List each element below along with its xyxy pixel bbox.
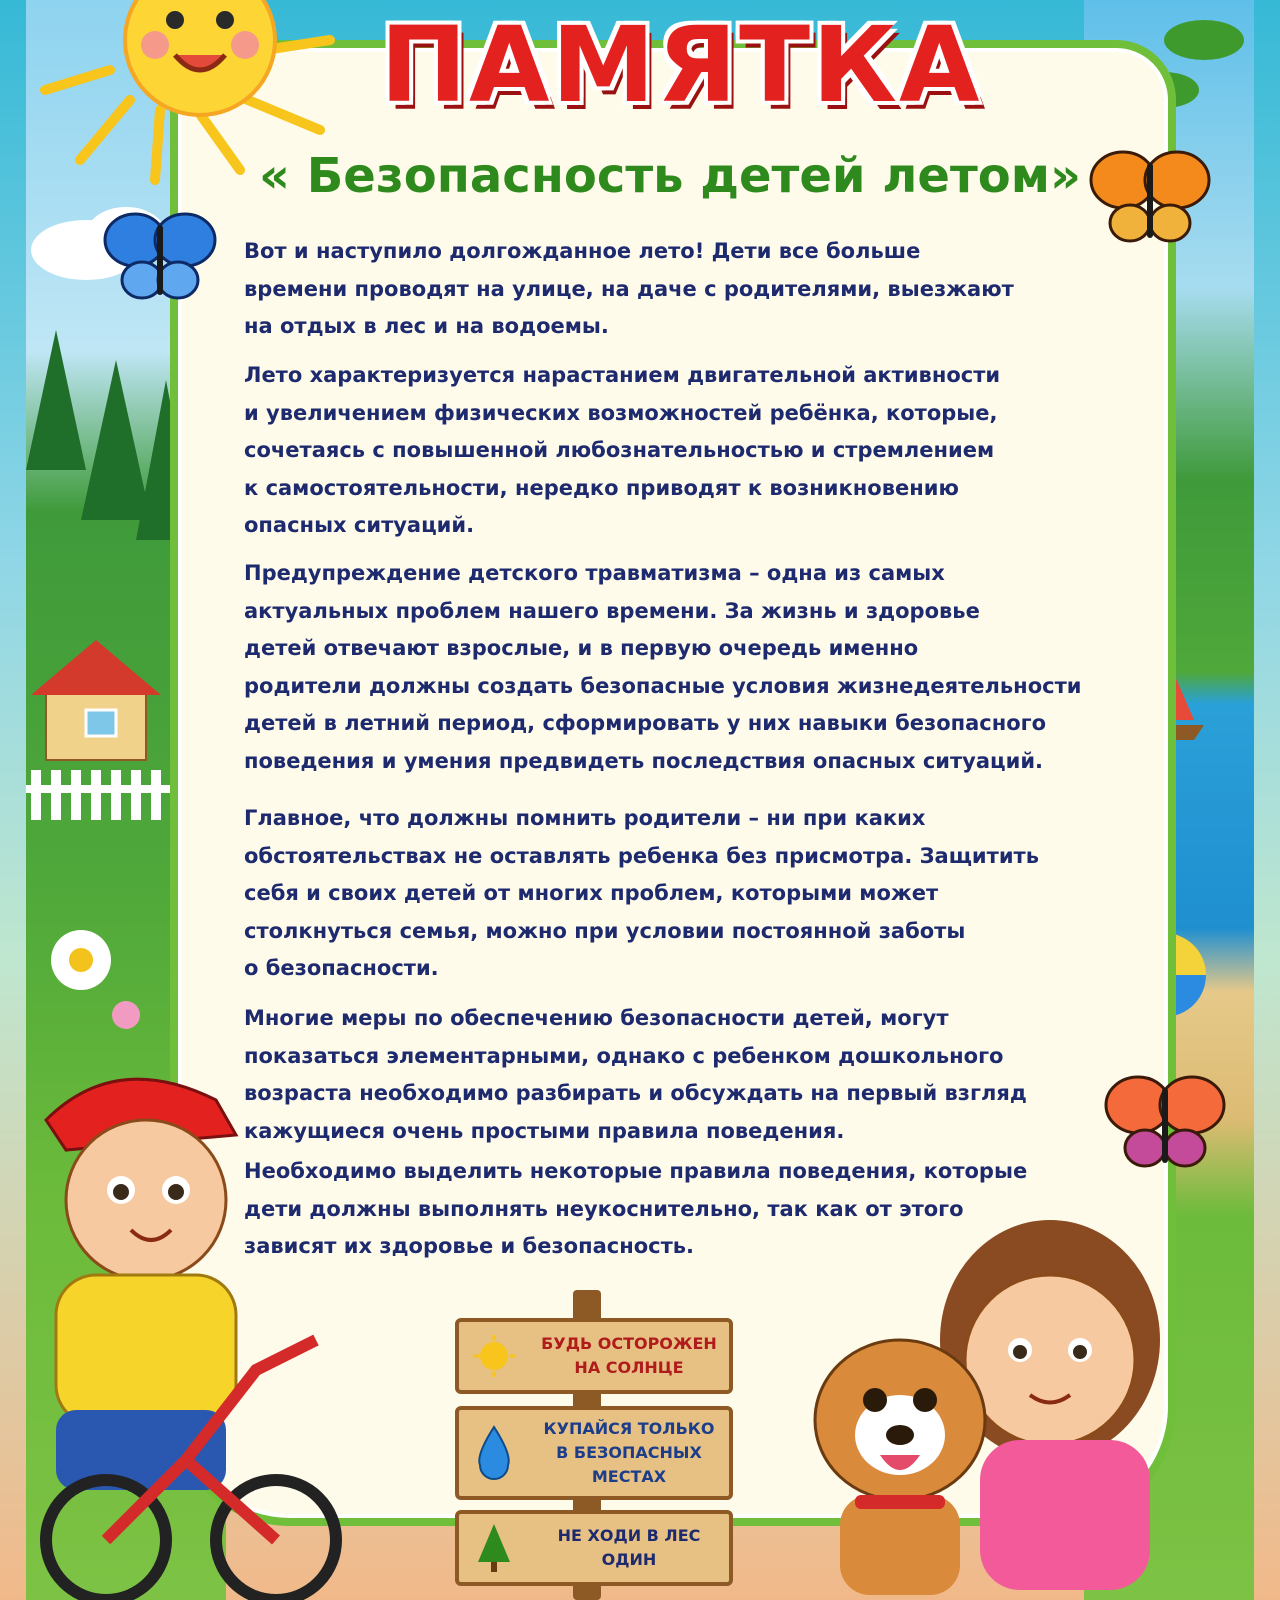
sun-icon [459, 1333, 529, 1379]
fir-tree-icon [459, 1522, 529, 1574]
sign-safe-swimming [455, 1406, 733, 1500]
paragraph-5: Многие меры по обеспечению безопасности детей, могут показаться элементарными, однако с ребенком дошкольного возраста необходимо разбирать и обсуждать на первый взгляд кажущиеся очень простыми правила поведения. [244, 1006, 1027, 1143]
paragraph-3: Предупреждение детского травматизма – одна из самых актуальных проблем нашего времени. За жизнь и здоровье детей отвечают взрослые, и в первую очередь именно родители должны создать безопасные условия жизнедеятельности детей в летний период, сформировать у них навыки безопасного поведения и умения предвидеть последствия опасных ситуаций. [244, 561, 1082, 773]
paragraph-1: Вот и наступило долгожданное лето! Дети все больше времени проводят на улице, на даче с родителями, выезжают на отдых в лес и на водоемы. [244, 239, 1014, 338]
sign-forest-alone [455, 1510, 733, 1586]
sign-forest-text: НЕ ХОДИ В ЛЕС ОДИН [557, 1526, 701, 1569]
daisy-flower-icon [51, 930, 111, 990]
paragraph-6: Необходимо выделить некоторые правила поведения, которые дети должны выполнять неукоснительно, так как от этого зависят их здоровье и безопасность. [244, 1159, 1028, 1258]
girl-with-puppy-illustration [780, 1210, 1230, 1600]
house-icon [31, 640, 161, 760]
sign-sun-text: БУДЬ ОСТОРОЖЕН НА СОЛНЦЕ [541, 1334, 717, 1377]
blue-butterfly-icon [100, 200, 220, 310]
boy-on-bicycle-illustration [26, 1040, 356, 1600]
paragraph-4: Главное, что должны помнить родители – ни при каких обстоятельствах не оставлять ребенка без присмотра. Защитить себя и своих детей от многих проблем, которыми может столкнуться семья, можно при условии постоянной заботы о безопасности. [244, 806, 1039, 980]
water-drop-icon [459, 1425, 529, 1481]
fence [26, 770, 176, 820]
page-title: ПАМЯТКА [380, 4, 982, 126]
pink-butterfly-icon [1100, 1060, 1230, 1180]
page-subtitle: « Безопасность детей летом» [259, 148, 1081, 204]
orange-butterfly-icon [1085, 135, 1215, 255]
paragraph-2: Лето характеризуется нарастанием двигательной активности и увеличением физических возможностей ребёнка, которые, сочетаясь с повышенной любознательностью и стремлением к самостоятельности, нередко приводят к возникновению опасных ситуаций. [244, 363, 1001, 537]
sign-sun-caution [455, 1318, 733, 1394]
sign-swimming-text: КУПАЙСЯ ТОЛЬКО В БЕЗОПАСНЫХ МЕСТАХ [543, 1419, 715, 1486]
pink-flower-icon [112, 1001, 140, 1029]
